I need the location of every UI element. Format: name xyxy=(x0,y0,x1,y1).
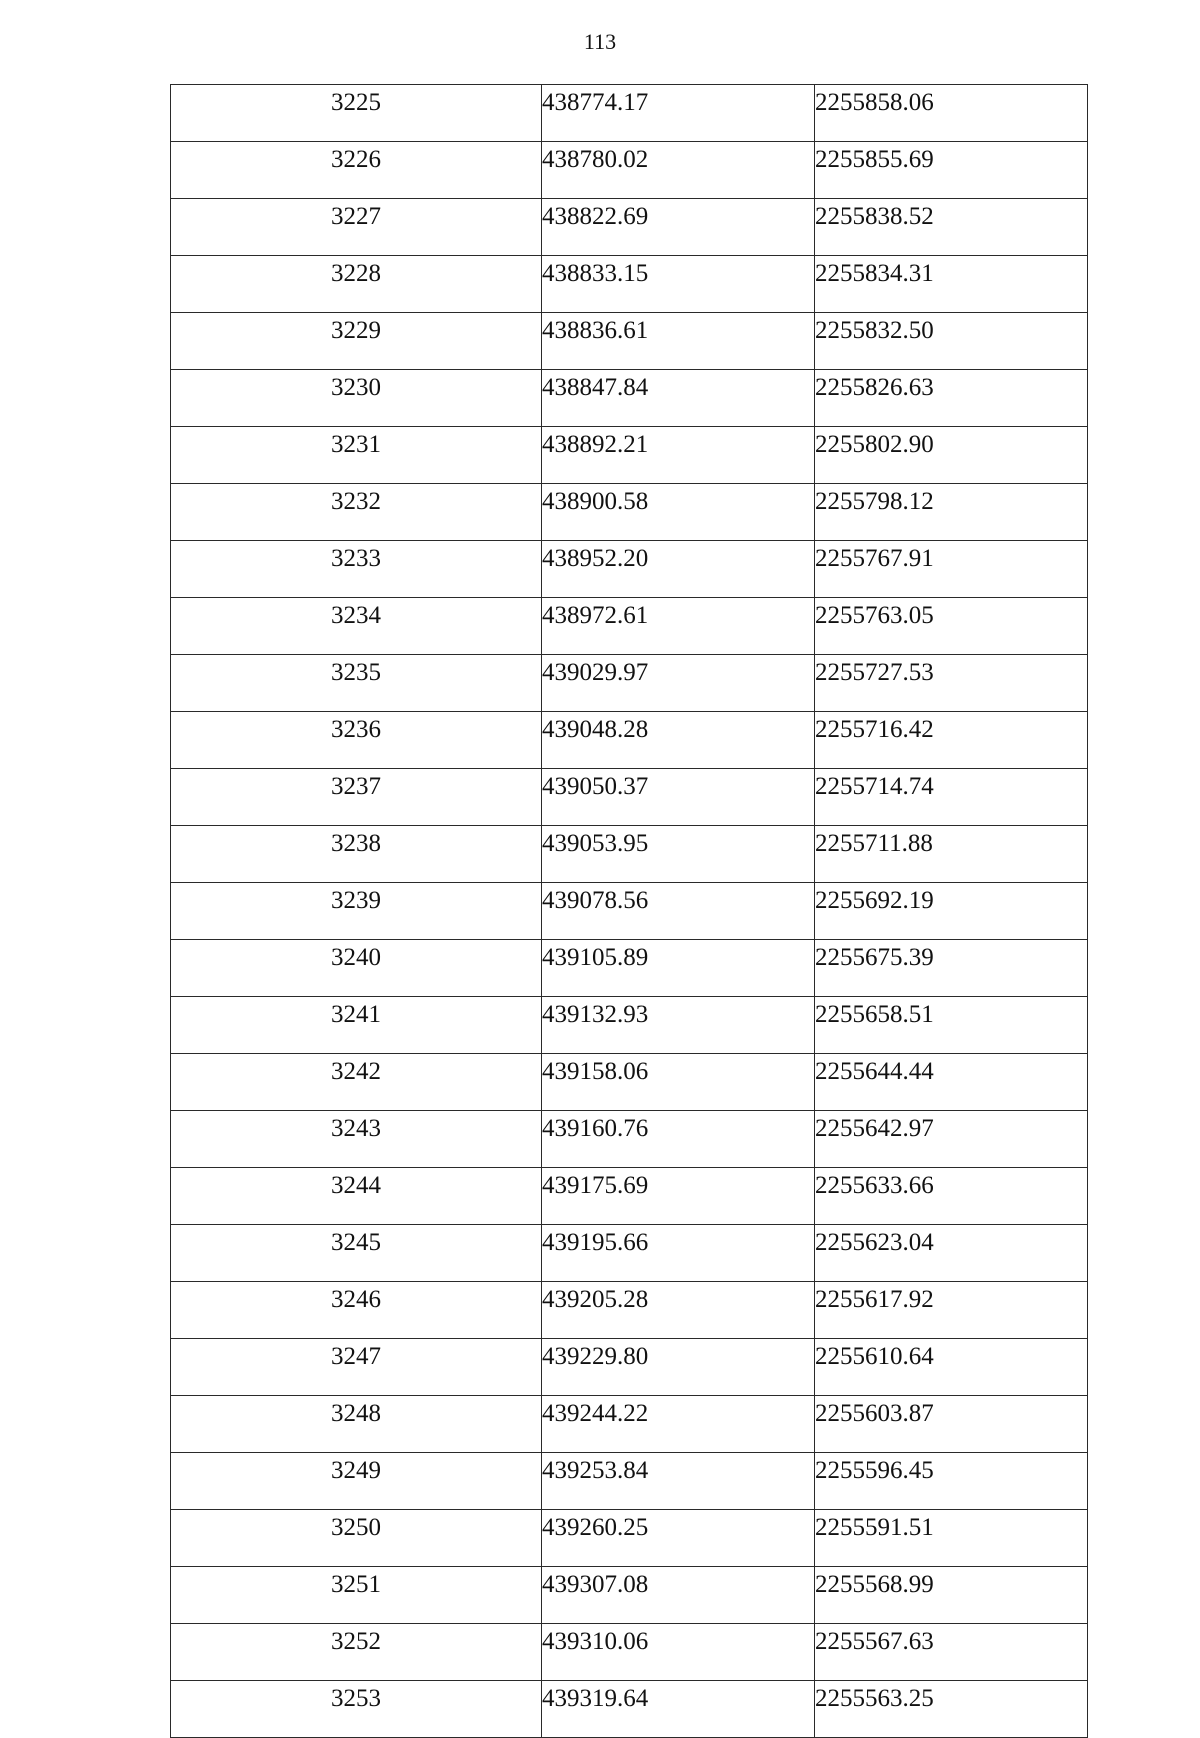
x-coordinate-cell: 439048.28 xyxy=(542,712,815,769)
x-coordinate-cell: 439175.69 xyxy=(542,1168,815,1225)
x-coordinate-cell: 438972.61 xyxy=(542,598,815,655)
x-coordinate-cell: 439078.56 xyxy=(542,883,815,940)
x-coordinate-cell: 439229.80 xyxy=(542,1339,815,1396)
y-coordinate-cell: 2255596.45 xyxy=(815,1453,1088,1510)
y-coordinate-cell: 2255658.51 xyxy=(815,997,1088,1054)
x-coordinate-cell: 439244.22 xyxy=(542,1396,815,1453)
y-coordinate-cell: 2255563.25 xyxy=(815,1681,1088,1738)
x-coordinate-cell: 438833.15 xyxy=(542,256,815,313)
point-id-cell: 3233 xyxy=(171,541,542,598)
x-coordinate-cell: 439205.28 xyxy=(542,1282,815,1339)
y-coordinate-cell: 2255603.87 xyxy=(815,1396,1088,1453)
x-coordinate-cell: 439260.25 xyxy=(542,1510,815,1567)
table-row xyxy=(171,940,1088,997)
table-row xyxy=(171,883,1088,940)
x-coordinate-cell: 438836.61 xyxy=(542,313,815,370)
y-coordinate-cell: 2255763.05 xyxy=(815,598,1088,655)
table-row xyxy=(171,1282,1088,1339)
x-coordinate-cell: 438822.69 xyxy=(542,199,815,256)
y-coordinate-cell: 2255855.69 xyxy=(815,142,1088,199)
point-id-cell: 3234 xyxy=(171,598,542,655)
point-id-cell: 3253 xyxy=(171,1681,542,1738)
point-id-cell: 3247 xyxy=(171,1339,542,1396)
table-row xyxy=(171,1396,1088,1453)
y-coordinate-cell: 2255802.90 xyxy=(815,427,1088,484)
point-id-cell: 3236 xyxy=(171,712,542,769)
table-row xyxy=(171,1168,1088,1225)
table-row xyxy=(171,997,1088,1054)
x-coordinate-cell: 439029.97 xyxy=(542,655,815,712)
table-row xyxy=(171,1225,1088,1282)
point-id-cell: 3250 xyxy=(171,1510,542,1567)
x-coordinate-cell: 439050.37 xyxy=(542,769,815,826)
point-id-cell: 3252 xyxy=(171,1624,542,1681)
point-id-cell: 3243 xyxy=(171,1111,542,1168)
y-coordinate-cell: 2255834.31 xyxy=(815,256,1088,313)
table-row xyxy=(171,142,1088,199)
point-id-cell: 3246 xyxy=(171,1282,542,1339)
page-number: 113 xyxy=(583,29,617,54)
table-row xyxy=(171,370,1088,427)
table-row xyxy=(171,712,1088,769)
y-coordinate-cell: 2255633.66 xyxy=(815,1168,1088,1225)
table-row xyxy=(171,427,1088,484)
y-coordinate-cell: 2255623.04 xyxy=(815,1225,1088,1282)
point-id-cell: 3244 xyxy=(171,1168,542,1225)
y-coordinate-cell: 2255798.12 xyxy=(815,484,1088,541)
y-coordinate-cell: 2255610.64 xyxy=(815,1339,1088,1396)
y-coordinate-cell: 2255858.06 xyxy=(815,85,1088,142)
x-coordinate-cell: 438780.02 xyxy=(542,142,815,199)
x-coordinate-cell: 438892.21 xyxy=(542,427,815,484)
table-row xyxy=(171,598,1088,655)
point-id-cell: 3245 xyxy=(171,1225,542,1282)
table-row xyxy=(171,1681,1088,1738)
table-row xyxy=(171,1111,1088,1168)
table-row xyxy=(171,1339,1088,1396)
x-coordinate-cell: 439053.95 xyxy=(542,826,815,883)
x-coordinate-cell: 439132.93 xyxy=(542,997,815,1054)
table-row xyxy=(171,655,1088,712)
x-coordinate-cell: 439310.06 xyxy=(542,1624,815,1681)
y-coordinate-cell: 2255716.42 xyxy=(815,712,1088,769)
point-id-cell: 3230 xyxy=(171,370,542,427)
y-coordinate-cell: 2255617.92 xyxy=(815,1282,1088,1339)
x-coordinate-cell: 438900.58 xyxy=(542,484,815,541)
point-id-cell: 3232 xyxy=(171,484,542,541)
table-row xyxy=(171,313,1088,370)
point-id-cell: 3248 xyxy=(171,1396,542,1453)
x-coordinate-cell: 439253.84 xyxy=(542,1453,815,1510)
table-row xyxy=(171,1453,1088,1510)
point-id-cell: 3242 xyxy=(171,1054,542,1111)
point-id-cell: 3237 xyxy=(171,769,542,826)
y-coordinate-cell: 2255826.63 xyxy=(815,370,1088,427)
y-coordinate-cell: 2255714.74 xyxy=(815,769,1088,826)
point-id-cell: 3225 xyxy=(171,85,542,142)
point-id-cell: 3251 xyxy=(171,1567,542,1624)
table-row xyxy=(171,1054,1088,1111)
table-row xyxy=(171,769,1088,826)
x-coordinate-cell: 439319.64 xyxy=(542,1681,815,1738)
table-row xyxy=(171,541,1088,598)
table-row xyxy=(171,256,1088,313)
point-id-cell: 3226 xyxy=(171,142,542,199)
point-id-cell: 3227 xyxy=(171,199,542,256)
table-row xyxy=(171,1567,1088,1624)
coordinates-table-body xyxy=(171,85,1088,1738)
x-coordinate-cell: 439307.08 xyxy=(542,1567,815,1624)
point-id-cell: 3239 xyxy=(171,883,542,940)
y-coordinate-cell: 2255675.39 xyxy=(815,940,1088,997)
y-coordinate-cell: 2255832.50 xyxy=(815,313,1088,370)
point-id-cell: 3231 xyxy=(171,427,542,484)
point-id-cell: 3249 xyxy=(171,1453,542,1510)
x-coordinate-cell: 439158.06 xyxy=(542,1054,815,1111)
point-id-cell: 3240 xyxy=(171,940,542,997)
y-coordinate-cell: 2255838.52 xyxy=(815,199,1088,256)
table-row xyxy=(171,1624,1088,1681)
y-coordinate-cell: 2255642.97 xyxy=(815,1111,1088,1168)
coordinates-table xyxy=(170,84,1088,1738)
y-coordinate-cell: 2255727.53 xyxy=(815,655,1088,712)
point-id-cell: 3228 xyxy=(171,256,542,313)
x-coordinate-cell: 438774.17 xyxy=(542,85,815,142)
x-coordinate-cell: 439160.76 xyxy=(542,1111,815,1168)
table-row xyxy=(171,826,1088,883)
table-row xyxy=(171,1510,1088,1567)
y-coordinate-cell: 2255767.91 xyxy=(815,541,1088,598)
y-coordinate-cell: 2255591.51 xyxy=(815,1510,1088,1567)
y-coordinate-cell: 2255567.63 xyxy=(815,1624,1088,1681)
x-coordinate-cell: 439105.89 xyxy=(542,940,815,997)
table-row xyxy=(171,484,1088,541)
table-row xyxy=(171,85,1088,142)
x-coordinate-cell: 439195.66 xyxy=(542,1225,815,1282)
x-coordinate-cell: 438952.20 xyxy=(542,541,815,598)
y-coordinate-cell: 2255568.99 xyxy=(815,1567,1088,1624)
y-coordinate-cell: 2255711.88 xyxy=(815,826,1088,883)
y-coordinate-cell: 2255644.44 xyxy=(815,1054,1088,1111)
x-coordinate-cell: 438847.84 xyxy=(542,370,815,427)
y-coordinate-cell: 2255692.19 xyxy=(815,883,1088,940)
table-row xyxy=(171,199,1088,256)
point-id-cell: 3235 xyxy=(171,655,542,712)
point-id-cell: 3241 xyxy=(171,997,542,1054)
point-id-cell: 3229 xyxy=(171,313,542,370)
point-id-cell: 3238 xyxy=(171,826,542,883)
